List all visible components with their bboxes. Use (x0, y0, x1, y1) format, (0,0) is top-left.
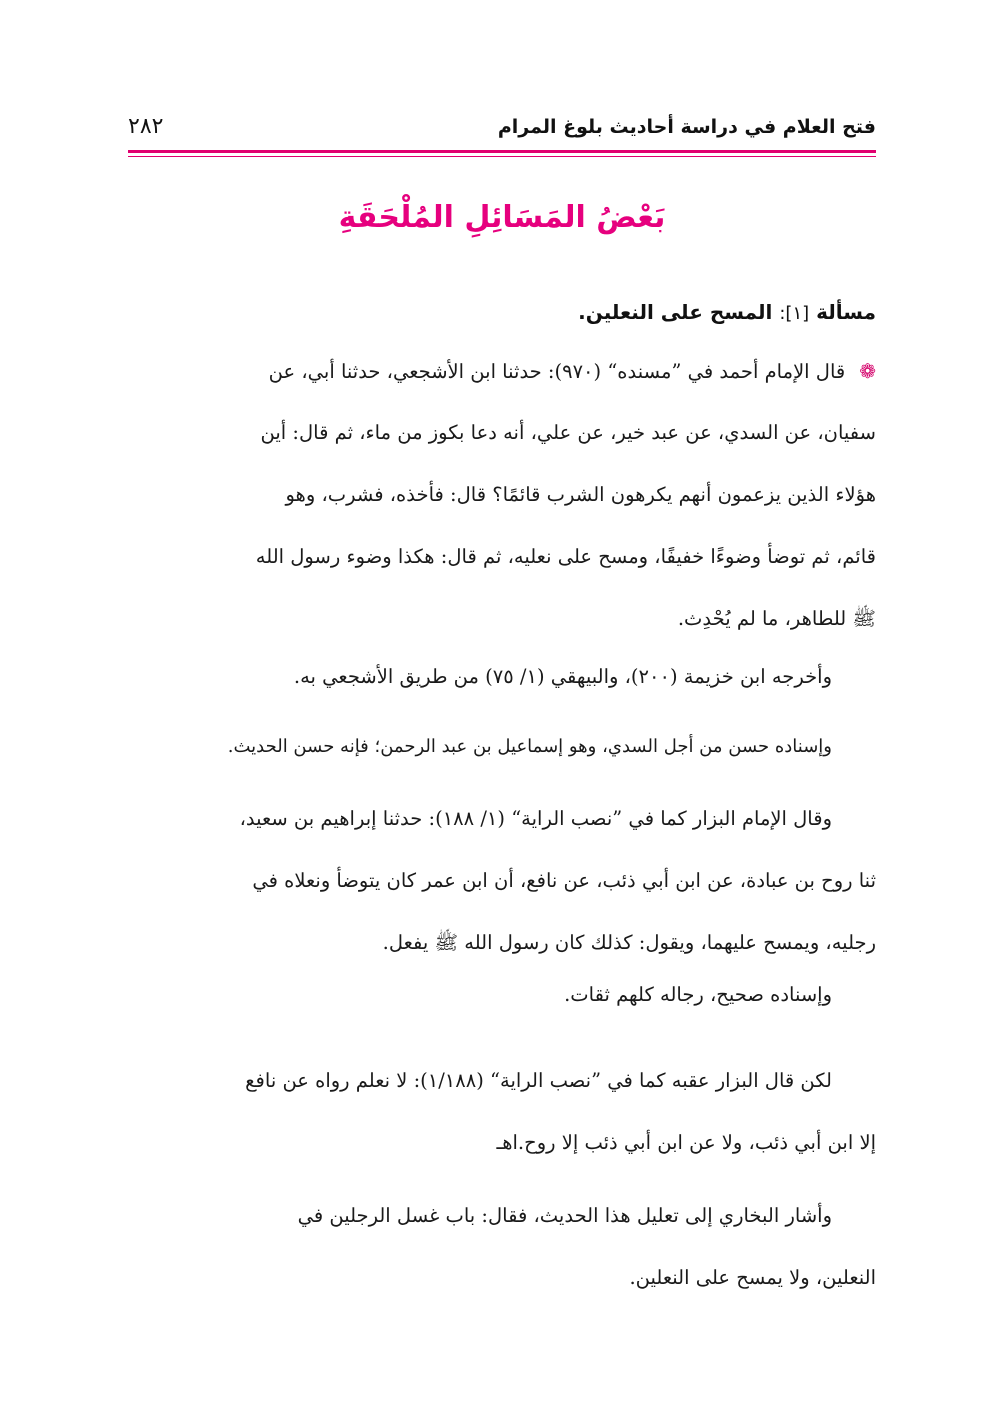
paragraph-4-line-2: ثنا روح بن عبادة، عن ابن أبي ذئب، عن نافع، أن ابن عمر كان يتوضأ ونعلاه في (252, 869, 876, 892)
paragraph-5-text: وإسناده صحيح، رجاله كلهم ثقات. (564, 983, 832, 1006)
issue-title: المسح على النعلين. (578, 300, 773, 324)
paragraph-6-line-2: إلا ابن أبي ذئب، ولا عن ابن أبي ذئب إلا روح.اهـ (496, 1131, 876, 1154)
issue-number: [١]: (779, 303, 810, 324)
paragraph-1-line-5: ﷺ للطاهر، ما لم يُحْدِث. (677, 607, 876, 630)
flower-ornament-icon: ❁ (859, 359, 876, 383)
book-title: فتح العلام في دراسة أحاديث بلوغ المرام (497, 116, 876, 138)
header-rule-thick (128, 150, 876, 153)
paragraph-4-line-1: وقال الإمام البزار كما في ”نصب الراية“ (١/ ١٨٨): حدثنا إبراهيم بن سعيد، (239, 807, 832, 830)
paragraph-2-text: وأخرجه ابن خزيمة (٢٠٠)، والبيهقي (١/ ٧٥) من طريق الأشجعي به. (293, 665, 832, 688)
paragraph-6 (128, 1050, 876, 1174)
paragraph-7 (128, 1185, 876, 1309)
paragraph-1-line-2: سفيان، عن السدي، عن عبد خير، عن علي، أنه دعا بكوز من ماء، ثم قال: أين (260, 421, 876, 444)
header-rule-thin (128, 156, 876, 157)
paragraph-1 (128, 340, 876, 650)
page-number: ٢٨٢ (128, 114, 164, 139)
paragraph-5 (128, 975, 876, 1015)
paragraph-2 (128, 657, 876, 697)
paragraph-7-line-2: النعلين، ولا يمسح على النعلين. (629, 1266, 876, 1289)
paragraph-1-line-3: هؤلاء الذين يزعمون أنهم يكرهون الشرب قائمًا؟ قال: فأخذه، فشرب، وهو (285, 483, 876, 506)
paragraph-3 (128, 727, 876, 767)
paragraph-3-text: وإسناده حسن من أجل السدي، وهو إسماعيل بن عبد الرحمن؛ فإنه حسن الحديث. (227, 736, 832, 757)
paragraph-line (128, 340, 876, 402)
paragraph-1-line-1: قال الإمام أحمد في ”مسنده“ (٩٧٠): حدثنا ابن الأشجعي، حدثنا أبي، عن (268, 360, 846, 383)
issue-heading (128, 292, 876, 334)
paragraph-7-line-1: وأشار البخاري إلى تعليل هذا الحديث، فقال: باب غسل الرجلين في (297, 1204, 832, 1227)
section-title: بَعْضُ المَسَائِلِ المُلْحَقَةِ (338, 200, 666, 235)
paragraph-4-line-3: رجليه، ويمسح عليهما، ويقول: كذلك كان رسول الله ﷺ يفعل. (382, 931, 876, 954)
paragraph-6-line-1: لكن قال البزار عقبه كما في ”نصب الراية“ (١/١٨٨): لا نعلم رواه عن نافع (245, 1069, 832, 1092)
paragraph-1-line-4: قائم، ثم توضأ وضوءًا خفيفًا، ومسح على نعليه، ثم قال: هكذا وضوء رسول الله (255, 545, 876, 568)
running-header (128, 112, 876, 142)
paragraph-4 (128, 788, 876, 974)
issue-label: مسألة (816, 300, 876, 324)
